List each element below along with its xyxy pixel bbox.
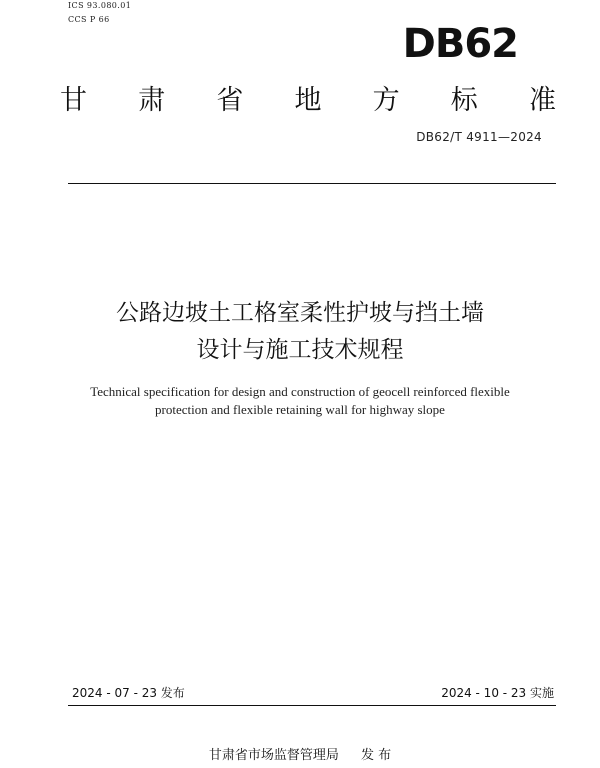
chinese-title-line-2: 设计与施工技术规程	[196, 337, 404, 363]
publisher-line	[0, 744, 600, 763]
provincial-title-char: 肃	[138, 85, 166, 116]
english-title-line-1: Technical specification for design and construction of geocell reinforced flexible	[90, 384, 510, 399]
implementation-date: 2024 - 10 - 23 实施	[441, 686, 554, 700]
provincial-title-char: 准	[528, 85, 556, 116]
ccs-code: CCS P 66	[68, 15, 110, 24]
chinese-title-line-1: 公路边坡土工格室柔性护坡与挡土墙	[116, 300, 484, 326]
provincial-title-char: 省	[216, 85, 244, 116]
top-divider	[68, 183, 556, 184]
standard-number: DB62/T 4911—2024	[416, 130, 542, 144]
provincial-standard-title	[60, 84, 556, 118]
db62-logo: DB62	[402, 21, 518, 67]
provincial-title-char: 甘	[60, 85, 87, 116]
english-title-line-2: protection and flexible retaining wall for highway slope	[155, 402, 445, 417]
provincial-title-char: 地	[294, 85, 322, 116]
publisher-name: 甘肃省市场监督管理局	[208, 748, 339, 763]
provincial-title-char: 标	[450, 85, 478, 116]
ics-code: ICS 93.080.01	[68, 1, 132, 10]
publisher-action: 发 布	[360, 748, 392, 763]
issue-date: 2024 - 07 - 23 发布	[72, 686, 185, 700]
provincial-title-char: 方	[372, 85, 400, 116]
bottom-divider	[68, 705, 556, 706]
